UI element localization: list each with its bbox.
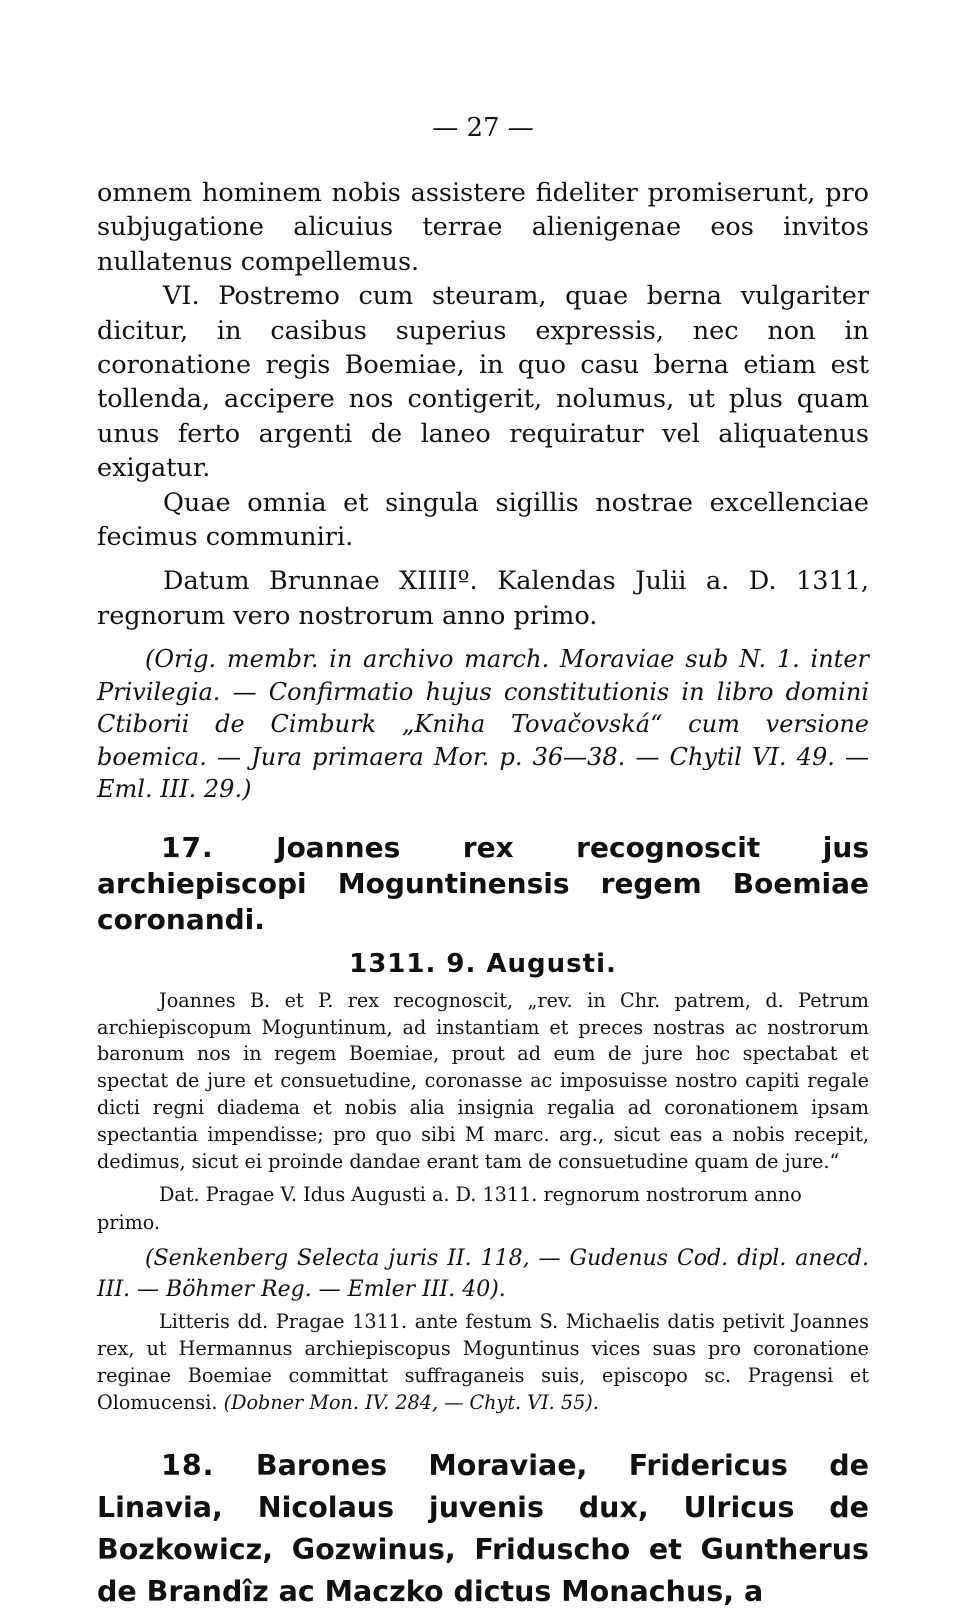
source-note-17: (Senkenberg Selecta juris II. 118, — Gudenus Cod. dipl. anecd. III. — Böhmer Reg. — Emler III. 40).	[97, 1246, 869, 1303]
source-note-16: (Orig. membr. in archivo march. Moraviae sub N. 1. inter Privilegia. — Confirmatio hujus constitutionis in libro domini Ctiborii de Cimburk „Kniha Tovačovská“ cum versione boemica. — Jura primaera Mor. p. 36—38. — Chytil VI. 49. — Eml. III. 29.)	[97, 645, 869, 804]
page-number: — 27 —	[432, 113, 534, 143]
date-17: 1311. 9. Augusti.	[349, 948, 617, 979]
heading-18-number: 18.	[161, 1448, 215, 1482]
paragraph-datum: Datum Brunnae XIIIIº. Kalendas Julii a. D. 1311, regnorum vero nostrorum anno primo.	[97, 566, 869, 631]
paragraph-vi: VI. Postremo cum steuram, quae berna vulgariter dicitur, in casibus superius expressis, nec non in coronatione regis Boemiae, in quo casu berna etiam est tollenda, accipere nos contigerit, nolumus, ut plus quam unus ferto argenti de laneo requiratur vel aliquatenus exigatur.	[97, 281, 869, 484]
litteris-text: Litteris dd. Pragae 1311. ante festum S. Michaelis datis petivit Joannes rex, ut Hermannus archiepiscopus Moguntinus vices suas pro coronatione reginae Boemiae committat suffraganeis suis, episcopo sc. Pragensi et Olomucensi.	[97, 1310, 869, 1414]
litteris-source: (Dobner Mon. IV. 284, — Chyt. VI. 55).	[223, 1390, 599, 1414]
heading-document-17	[97, 830, 869, 938]
heading-18-title: Barones Moraviae, Fridericus de Linavia, Nicolaus juvenis dux, Ulricus de Bozkowicz, Gozwinus, Friduscho et Guntherus de Brandîz ac Maczko dictus Monachus, a	[97, 1448, 869, 1608]
heading-17-number: 17.	[161, 830, 214, 864]
paragraph-continuation: omnem hominem nobis assistere fideliter promiserunt, pro subjugatione alicuius terrae alienigenae eos invitos nullatenus compellemus.	[97, 178, 869, 277]
document-page	[97, 108, 869, 1613]
heading-document-18	[97, 1445, 869, 1613]
paragraph-quae: Quae omnia et singula sigillis nostrae excellenciae fecimus communiri.	[97, 487, 869, 553]
dating-17: Dat. Pragae V. Idus Augusti a. D. 1311. regnorum nostrorum anno primo.	[97, 1183, 802, 1235]
litteris-paragraph	[97, 1309, 869, 1416]
regest-text-17: Joannes B. et P. rex recognoscit, „rev. in Chr. patrem, d. Petrum archiepiscopum Moguntinum, ad instantiam et preces nostras ac nostrorum baronum nos in regem Boemiae, prout ad eum de jure hoc spectabat et spectat de jure et consuetudine, coronasse ac imposuisse nostro capiti regale dicti regni diadema et nobis alia insignia regalia ad coronationem ipsam spectantia impendisse; pro quo sibi M marc. arg., sicut eas a nobis recepit, dedimus, sicut ei proinde dandae erant tam de consuetudine quam de jure.“	[97, 988, 869, 1173]
heading-17-title: Joannes rex recognoscit jus archiepiscopi Moguntinensis regem Boemiae coronandi.	[97, 830, 869, 936]
